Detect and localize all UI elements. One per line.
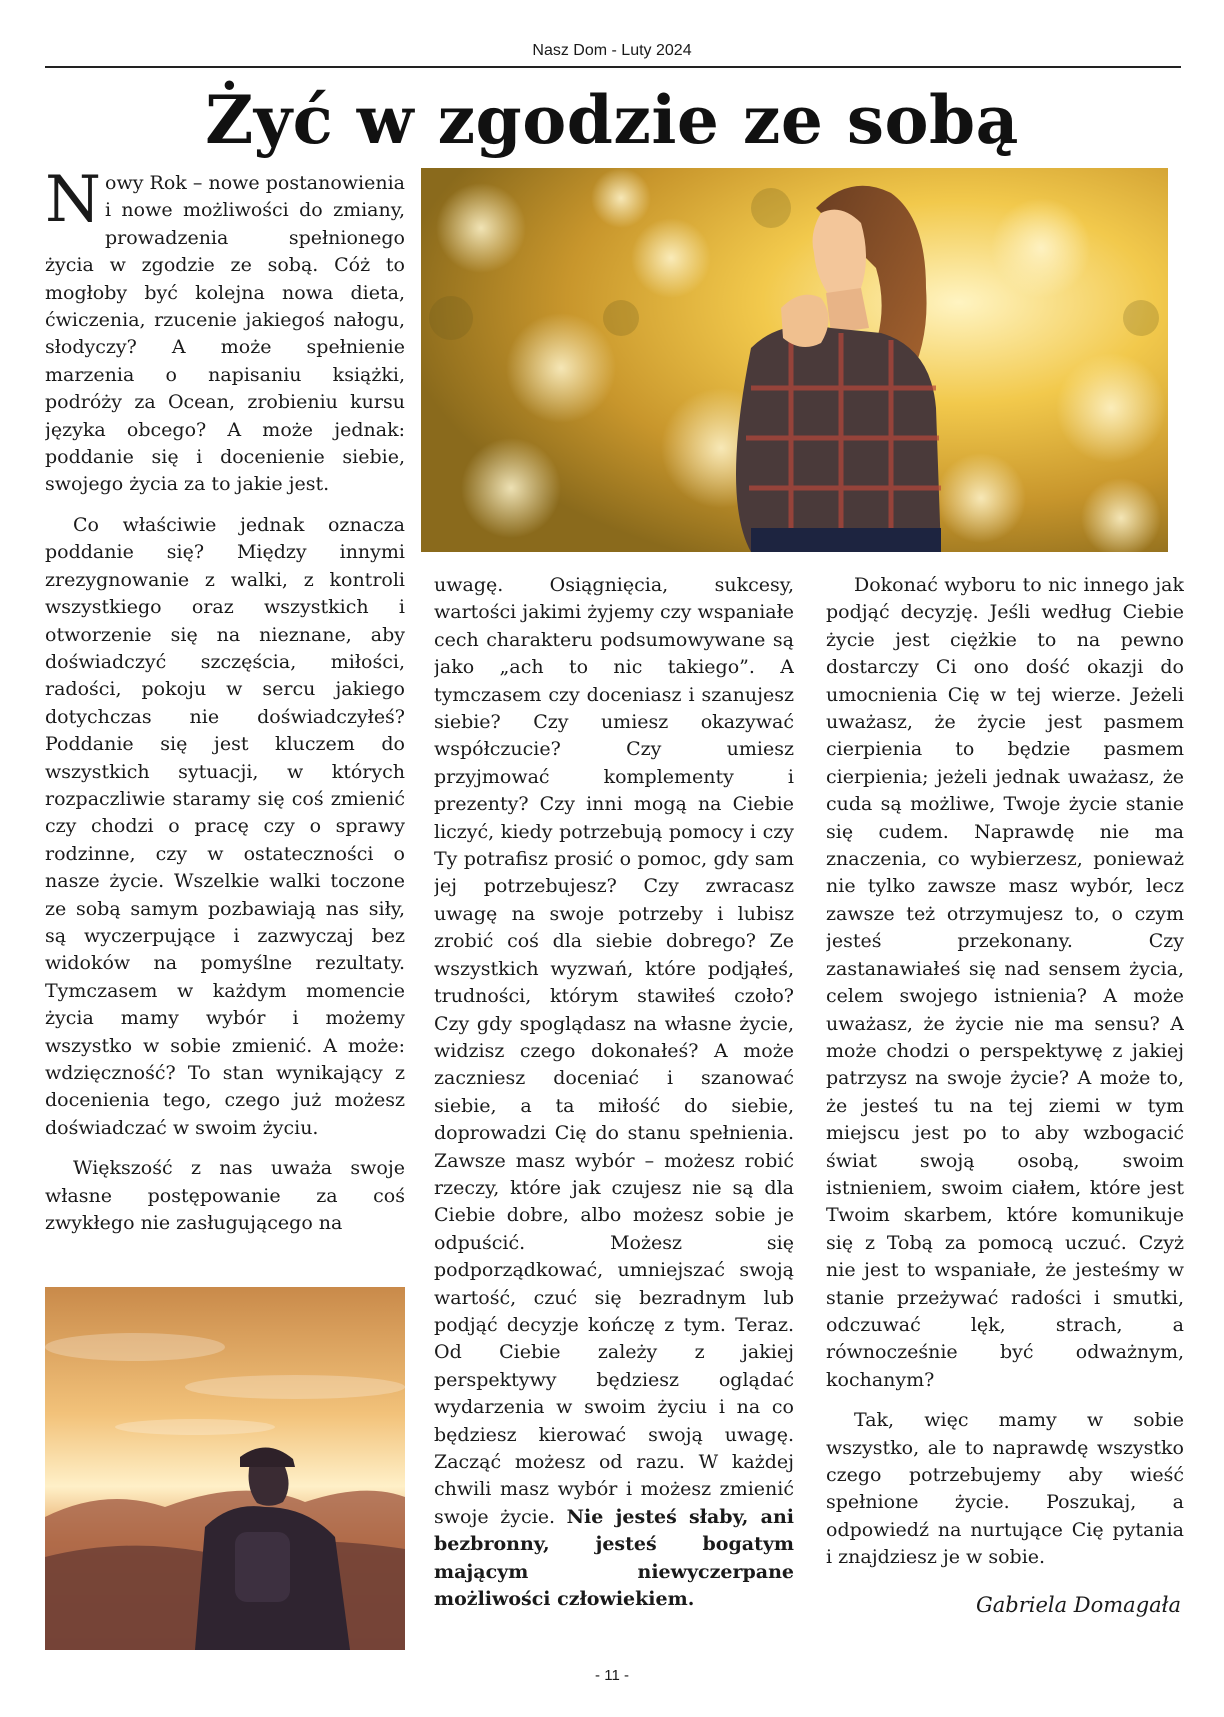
- page-number: - 11 -: [595, 1667, 629, 1684]
- article-title: Żyć w zgodzie ze sobą: [205, 81, 1019, 159]
- column-2: [434, 572, 794, 1652]
- column-1: [45, 170, 405, 1275]
- paragraph-6: Tak, więc mamy w sobie wszystko, ale to naprawdę wszystko czego potrzebujemy aby wieść spełnione życie. Poszukaj, a odpowiedź na nurtujące Cię pytania i znajdziesz je w sobie.: [826, 1409, 1184, 1569]
- hiker-sunset-photo: [45, 1287, 405, 1650]
- paragraph-4: [434, 572, 794, 1613]
- paragraph-2: Co właściwie jednak oznacza poddanie się? Między innymi zrezygnowanie z walki, z kontroli wszystkiego oraz wszystkich i otworzenie się na nieznane, aby doświadczyć szczęścia, miłości, radości, pokoju w sercu jakiego dotychczas nie doświadczyłeś? Poddanie się jest kluczem do wszystkich sytuacji, w których rozpaczliwie staramy się coś zmienić czy chodzi o pracę czy o sprawy rodzinne, czy w ostateczności o nasze życie. Wszelkie walki toczone ze sobą samym pozbawiają nas siły, są wyczerpujące i zazwyczaj bez widoków na pomyślne rezultaty. Tymczasem w każdym momencie życia mamy wybór i możemy wszystko w sobie zmienić. A może: wdzięczność? To stan wynikający z docenienia tego, czego już możesz doświadczać w swoim życiu.: [45, 513, 405, 1139]
- column-3: [826, 572, 1184, 1652]
- header-rule: [45, 66, 1181, 68]
- running-header: Nasz Dom - Luty 2024: [532, 42, 692, 59]
- drop-cap: N: [45, 170, 101, 237]
- bold-statement: Nie jesteś słaby, ani bezbronny, jesteś bogatym mającym niewyczerpane możliwości człowiekiem.: [434, 1505, 794, 1611]
- paragraph-3: Większość z nas uważa swoje własne postępowanie za coś zwykłego nie zasługującego na: [45, 1157, 405, 1235]
- woman-sunlight-photo: [421, 168, 1168, 552]
- author-signature: Gabriela Domagała: [975, 1593, 1181, 1617]
- intro-text: owy Rok – nowe postanowienia i nowe możliwości do zmiany, prowadzenia spełnionego życia w zgodzie ze sobą. Cóż to mogłoby być kolejna nowa dieta, ćwiczenia, rzucenie jakiegoś nałogu, słodyczy? A może spełnienie marzenia o napisaniu książki, podróży za Ocean, zrobieniu kursu języka obcego? A może jednak: poddanie się i docenienie siebie, swojego życia za to jakie jest.: [45, 172, 405, 496]
- paragraph-4-text: uwagę. Osiągnięcia, sukcesy, wartości jakimi żyjemy czy wspaniałe cech charakteru podsumowywane są jako „ach to nic takiego”. A tymczasem czy doceniasz i szanujesz siebie? Czy umiesz okazywać współczucie? Czy umiesz przyjmować komplementy i prezenty? Czy inni mogą na Ciebie liczyć, kiedy potrzebują pomocy i czy Ty potrafisz prosić o pomoc, gdy sam jej potrzebujesz? Czy zwracasz uwagę na swoje potrzeby i lubisz zrobić coś dla siebie dobrego? Ze wszystkich wyzwań, które podjąłeś, trudności, którym stawiłeś czoło? Czy gdy spoglądasz na własne życie, widzisz czego dokonałeś? A może zaczniesz doceniać i szanować siebie, a ta miłość do siebie, doprowadzi Cię do stanu spełnienia. Zawsze masz wybór – możesz robić rzeczy, które jak czujesz nie są dla Ciebie dobre, albo możesz sobie je odpuścić. Możesz się podporządkować, umniejszać swoją wartość, czuć się bezradnym lub podjąć decyzje kończę z tym. Teraz. Od Ciebie zależy z jakiej perspektywy będziesz oglądać wydarzenia w swoim życiu i na co będziesz kierować swoją uwagę. Zacząć możesz od razu. W każdej chwili masz wybór i możesz zmienić swoje życie.: [434, 574, 794, 1528]
- paragraph-5: Dokonać wyboru to nic innego jak podjąć decyzję. Jeśli według Ciebie życie jest ciężkie to na pewno dostarczy Ci ono dość okazji do umocnienia Cię w tej wierze. Jeżeli uważasz, że życie jest pasmem cierpienia to będzie pasmem cierpienia; jeżeli jednak uważasz, że cuda są możliwe, Twoje życie stanie się cudem. Naprawdę nie ma znaczenia, co wybierzesz, ponieważ nie tylko zawsze masz wybór, lecz zawsze też otrzymujesz to, o czym jesteś przekonany. Czy zastanawiałeś się nad sensem życia, celem swojego istnienia? A może uważasz, że życie nie ma sensu? A może chodzi o perspektywę z jakiej patrzysz na swoje życie? A może to, że jesteś tu na tej ziemi w tym miejscu jest po to aby wzbogacić świat swoją osobą, swoim istnieniem, swoim ciałem, które jest Twoim skarbem, które komunikuje się z Tobą za pomocą uczuć. Czyż nie jest to wspaniałe, że jesteśmy w stanie przeżywać radości i smutki, odczuwać lęk, strach, a równocześnie być odważnym, kochanym?: [826, 574, 1184, 1391]
- intro-paragraph: [45, 170, 405, 499]
